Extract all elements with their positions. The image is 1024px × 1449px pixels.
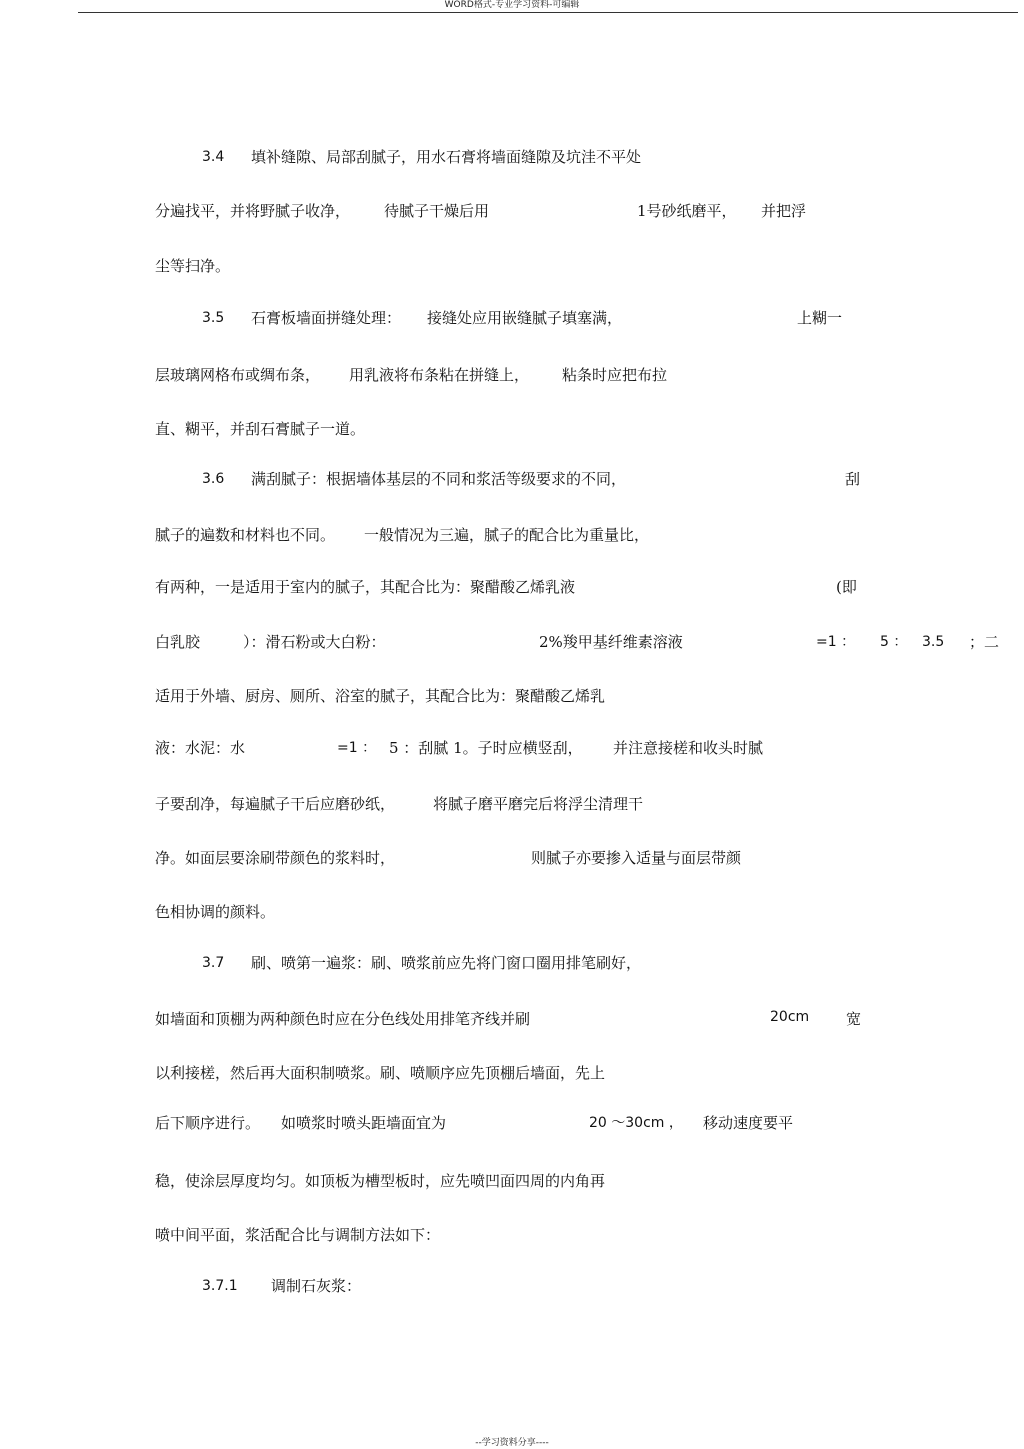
- paragraph-3-6-line-8: [0, 847, 1024, 869]
- text-segment: 直、糊平，并刮石膏腻子一道。: [155, 420, 366, 438]
- text-segment: 一般情况为三遍，腻子的配合比为重量比，: [364, 526, 650, 544]
- text-segment: 2%羧甲基纤维素溶液: [539, 633, 683, 651]
- text-segment: 用乳液将布条粘在拼缝上，: [349, 366, 530, 384]
- ratio-segment: =1 ：: [337, 740, 377, 756]
- text-segment: 尘等扫净。: [155, 257, 231, 275]
- measurement-segment: 20 ～30cm ，: [589, 1115, 683, 1131]
- paragraph-3-5-line-3: [0, 418, 1024, 440]
- paragraph-3-6-line-4: [0, 631, 1024, 653]
- section-number: 3.4: [202, 149, 225, 165]
- paragraph-3-6-line-5: [0, 685, 1024, 707]
- text-segment: 满刮腻子：根据墙体基层的不同和浆活等级要求的不同，: [251, 470, 627, 488]
- paragraph-3-4-line-2: [0, 200, 1024, 222]
- paragraph-3-6-line-7: [0, 793, 1024, 815]
- text-segment: 以利接槎，然后再大面积制喷浆。刷、喷顺序应先顶棚后墙面，先上: [155, 1064, 606, 1082]
- paragraph-3-7-line-2: [0, 1008, 1024, 1030]
- paragraph-3-6-line-1: [0, 468, 1024, 490]
- paragraph-3-4-line-1: [0, 146, 1024, 168]
- text-segment: 白乳胶: [155, 633, 201, 651]
- text-segment: ；二: [969, 633, 1000, 651]
- text-segment: 接缝处应用嵌缝腻子填塞满，: [427, 309, 623, 327]
- page-footer: --学习资料分享----: [475, 1438, 549, 1448]
- text-segment: 子要刮净，每遍腻子干后应磨砂纸，: [155, 795, 396, 813]
- header-rule: [78, 12, 1018, 13]
- text-segment: 后下顺序进行。: [155, 1114, 261, 1132]
- text-segment: 则腻子亦要掺入适量与面层带颜: [531, 849, 742, 867]
- paragraph-3-6-line-9: [0, 901, 1024, 923]
- header-text: WORD格式-专业学习资料-可编辑: [444, 0, 580, 10]
- text-segment: 稳，使涂层厚度均匀。如顶板为槽型板时，应先喷凹面四周的内角再: [155, 1172, 606, 1190]
- paragraph-3-7-line-1: [0, 952, 1024, 974]
- text-segment: (即: [836, 578, 857, 596]
- text-segment: ）：滑石粉或大白粉：: [243, 633, 386, 651]
- paragraph-3-7-1-line-1: [0, 1275, 1024, 1297]
- text-segment: 移动速度要平: [703, 1114, 794, 1132]
- ratio-segment: 5 ：: [880, 634, 908, 650]
- paragraph-3-7-line-6: [0, 1224, 1024, 1246]
- section-number: 3.7: [202, 955, 225, 971]
- page-header: [0, 0, 1024, 14]
- paragraph-3-6-line-6: [0, 737, 1024, 759]
- paragraph-3-4-line-3: [0, 255, 1024, 277]
- text-segment: 1号砂纸磨平，: [637, 202, 737, 220]
- text-segment: 上糊一: [797, 309, 843, 327]
- text-segment: 并注意接槎和收头时腻: [613, 739, 764, 757]
- text-segment: 刮: [845, 470, 861, 488]
- text-segment: 层玻璃网格布或绸布条，: [155, 366, 321, 384]
- section-number: 3.6: [202, 471, 225, 487]
- text-segment: 喷中间平面，浆活配合比与调制方法如下：: [155, 1226, 441, 1244]
- text-segment: 将腻子磨平磨完后将浮尘清理干: [433, 795, 644, 813]
- section-number: 3.7.1: [202, 1278, 238, 1294]
- ratio-segment: 3.5: [922, 634, 945, 650]
- text-segment: 宽: [846, 1010, 862, 1028]
- paragraph-3-5-line-2: [0, 364, 1024, 386]
- text-segment: 分遍找平，并将野腻子收净，: [155, 202, 351, 220]
- paragraph-3-6-line-2: [0, 524, 1024, 546]
- text-segment: 液：水泥：水: [155, 739, 246, 757]
- text-segment: 色相协调的颜料。: [155, 903, 276, 921]
- paragraph-3-7-line-5: [0, 1170, 1024, 1192]
- text-segment: 如喷浆时喷头距墙面宜为: [281, 1114, 447, 1132]
- text-segment: 粘条时应把布拉: [562, 366, 668, 384]
- paragraph-3-7-line-4: [0, 1112, 1024, 1134]
- text-segment: 待腻子干燥后用: [384, 202, 490, 220]
- text-segment: 净。如面层要涂刷带颜色的浆料时，: [155, 849, 396, 867]
- text-segment: 适用于外墙、厨房、厕所、浴室的腻子，其配合比为：聚醋酸乙烯乳: [155, 687, 606, 705]
- text-segment: 刷、喷第一遍浆：刷、喷浆前应先将门窗口圈用排笔刷好，: [251, 954, 642, 972]
- section-number: 3.5: [202, 310, 225, 326]
- text-segment: 调制石灰浆：: [271, 1277, 362, 1295]
- text-segment: 5 ：刮腻 1。子时应横竖刮，: [389, 739, 583, 757]
- text-segment: 腻子的遍数和材料也不同。: [155, 526, 336, 544]
- paragraph-3-6-line-3: [0, 576, 1024, 598]
- ratio-segment: =1 ：: [816, 634, 856, 650]
- text-segment: 填补缝隙、局部刮腻子，用水石膏将墙面缝隙及坑洼不平处: [251, 148, 642, 166]
- paragraph-3-7-line-3: [0, 1062, 1024, 1084]
- paragraph-3-5-line-1: [0, 307, 1024, 329]
- text-segment: 石膏板墙面拼缝处理：: [251, 309, 402, 327]
- text-segment: 有两种，一是适用于室内的腻子，其配合比为：聚醋酸乙烯乳液: [155, 578, 576, 596]
- text-segment: 并把浮: [761, 202, 807, 220]
- measurement-segment: 20cm: [770, 1009, 810, 1025]
- text-segment: 如墙面和顶棚为两种颜色时应在分色线处用排笔齐线并刷: [155, 1010, 531, 1028]
